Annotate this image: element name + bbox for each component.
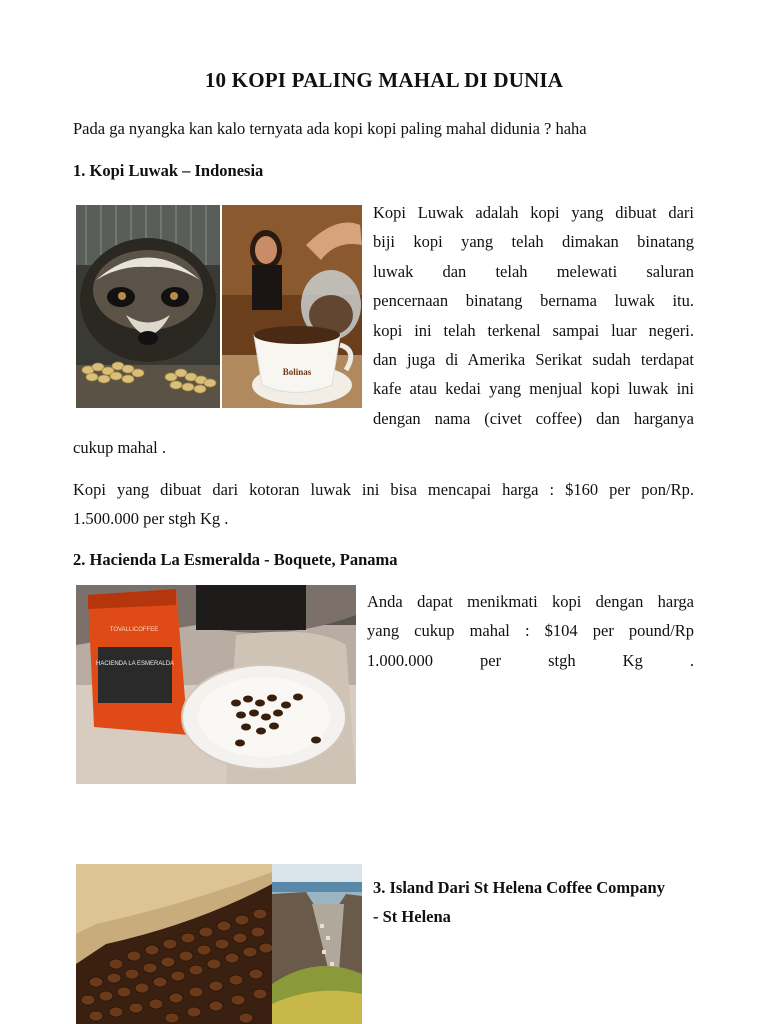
kopi-luwak-continuation: cukup mahal . — [73, 438, 167, 457]
text-line: dan juga di Amerika Serikat sudah terdapat — [373, 350, 694, 370]
text-line: dengan nama (civet coffee) dan harganya — [373, 408, 694, 428]
text-line: yang cukup mahal : $104 per pound/Rp — [367, 621, 694, 641]
text-line: kopi ini telah terkenal sampai luar negeri. — [373, 320, 694, 340]
text-line: luwak dan telah melewati saluran — [373, 261, 694, 281]
hacienda-photo — [76, 585, 356, 784]
text-line: Kopi yang dibuat dari kotoran luwak ini bisa mencapai harga : $160 per pon/Rp. — [73, 480, 694, 499]
section-heading-hacienda: 2. Hacienda La Esmeralda - Boquete, Panama — [73, 550, 398, 569]
text-line: pencernaan binatang bernama luwak itu. — [373, 291, 694, 311]
heading-line: 3. Island Dari St Helena Coffee Company — [373, 878, 665, 897]
text-line: 1.000.000 per stgh Kg . — [367, 650, 694, 670]
text-line: biji kopi yang telah dimakan binatang — [373, 232, 694, 252]
kopi-luwak-price — [73, 475, 694, 534]
st-helena-photo — [76, 864, 362, 1024]
bag-name-text: HACIENDA LA ESMERALDA — [95, 661, 175, 667]
intro-paragraph: Pada ga nyangka kan kalo ternyata ada kopi kopi paling mahal didunia ? haha — [73, 119, 587, 138]
bag-brand-text: TOVALLICOFFEE — [109, 627, 159, 633]
hacienda-description — [367, 587, 694, 675]
cup-logo-text: Bolinas — [282, 367, 312, 377]
kopi-luwak-photo — [76, 205, 362, 408]
text-line: kafe atau kedai yang menjual kopi luwak ini — [373, 379, 694, 399]
text-line: Kopi Luwak adalah kopi yang dibuat dari — [373, 203, 694, 222]
heading-line: - St Helena — [373, 907, 451, 927]
section-heading-kopi-luwak: 1. Kopi Luwak – Indonesia — [73, 161, 264, 180]
section-heading-st-helena — [373, 873, 694, 932]
page-title: 10 KOPI PALING MAHAL DI DUNIA — [204, 68, 564, 92]
text-line: Anda dapat menikmati kopi dengan harga — [367, 592, 694, 611]
kopi-luwak-description — [373, 198, 694, 433]
text-line: 1.500.000 per stgh Kg . — [73, 509, 229, 529]
